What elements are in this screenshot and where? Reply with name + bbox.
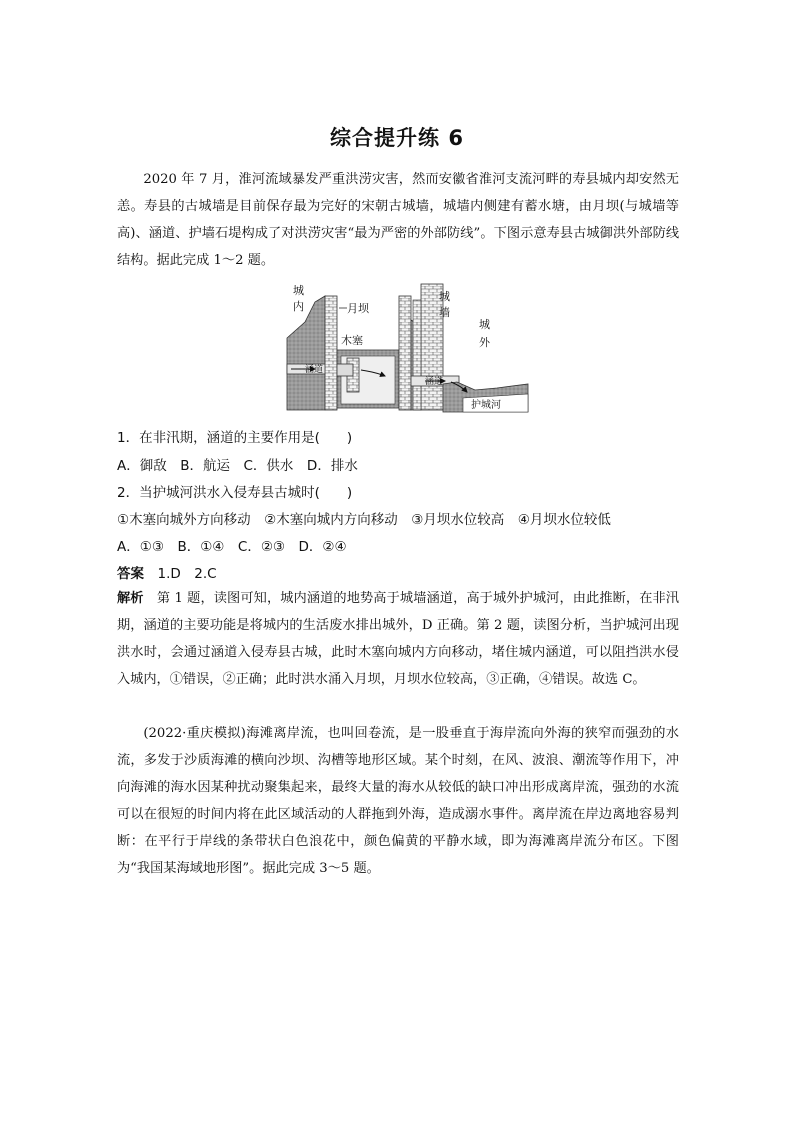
label-wall-1: 城 xyxy=(439,290,450,303)
answer-line xyxy=(117,562,217,582)
inner-city-bank xyxy=(287,296,325,410)
passage-2-paragraph: (2022·重庆模拟)海滩离岸流，也叫回卷流，是一股垂直于海岸流向外海的狭窄而强劲的水流，多发于沙质海滩的横向沙坝、沟槽等地形区域。某个时刻，在风、波浪、潮流等作用下，冲向海滩的海水因某种扰动聚集起来，最终大量的海水从较低的缺口冲出形成离岸流，强劲的水流可以在很短的时间内将在此区域活动的人群拖到外海，造成溺水事件。离岸流在岸边离地容易判断：在平行于岸线的条带状白色浪花中，颜色偏黄的平静水域，即为海滩离岸流分布区。下图为“我国某海域地形图”。据此完成 3～5 题。 xyxy=(117,726,679,876)
label-culvert-left: 涵道 xyxy=(305,365,324,375)
analysis-text: 第 1 题，读图可知，城内涵道的地势高于城墙涵道，高于城外护城河，由此推断，在非汛期，涵道的主要功能是将城内的生活废水排出城外，D 正确。第 2 题，读图分析，当护城河出现洪水时，会通过涵道入侵寿县古城，此时木塞向城内方向移动，堵住城内涵道，可以阻挡洪水侵入城内，①错误，②正确；此时洪水涌入月坝，月坝水位较高，③正确，④错误。故选 C。 xyxy=(117,591,679,687)
intro-paragraph: 2020 年 7 月，淮河流域暴发严重洪涝灾害，然而安徽省淮河支流河畔的寿县城内却安然无恙。寿县的古城墙是目前保存最为完好的宋朝古城墙，城墙内侧建有蓄水塘，由月坝(与城墙等高)、涵道、护墙石堤构成了对洪涝灾害“最为严密的外部防线”。下图示意寿县古城御洪外部防线结构。据此完成 1～2 题。 xyxy=(117,172,679,268)
question-1-stem: 1．在非汛期，涵道的主要作用是( ) xyxy=(117,430,353,446)
label-culvert-right: 涵道 xyxy=(425,377,444,387)
label-outer-city-1: 城 xyxy=(479,318,490,331)
label-wall-2: 墙 xyxy=(439,306,450,319)
question-1-options: A．御敌 B．航运 C．供水 D．排水 xyxy=(117,458,358,474)
answer-label: 答案 xyxy=(117,566,144,582)
label-inner-city-1: 城 xyxy=(293,284,304,297)
analysis-label: 解析 xyxy=(117,591,144,606)
label-moat: 护城河 xyxy=(471,400,501,411)
question-2-options: A．①③ B．①④ C．②③ D．②④ xyxy=(117,539,347,555)
label-inner-city-2: 内 xyxy=(293,300,304,313)
page-title: 综合提升练 6 xyxy=(330,126,464,150)
label-wood-plug: 木塞 xyxy=(341,334,363,347)
label-moon-dam: 月坝 xyxy=(347,302,369,315)
moon-dam-right-wall xyxy=(399,296,411,410)
flood-defense-diagram xyxy=(285,280,530,420)
label-outer-city-2: 外 xyxy=(479,336,490,349)
analysis-paragraph xyxy=(117,585,679,693)
moon-dam-left-wall xyxy=(325,296,337,410)
question-2-stem: 2．当护城河洪水入侵寿县古城时( ) xyxy=(117,485,353,501)
answer-value: 1.D 2.C xyxy=(157,566,217,582)
question-2-statements: ①木塞向城外方向移动 ②木塞向城内方向移动 ③月坝水位较高 ④月坝水位较低 xyxy=(117,512,611,528)
